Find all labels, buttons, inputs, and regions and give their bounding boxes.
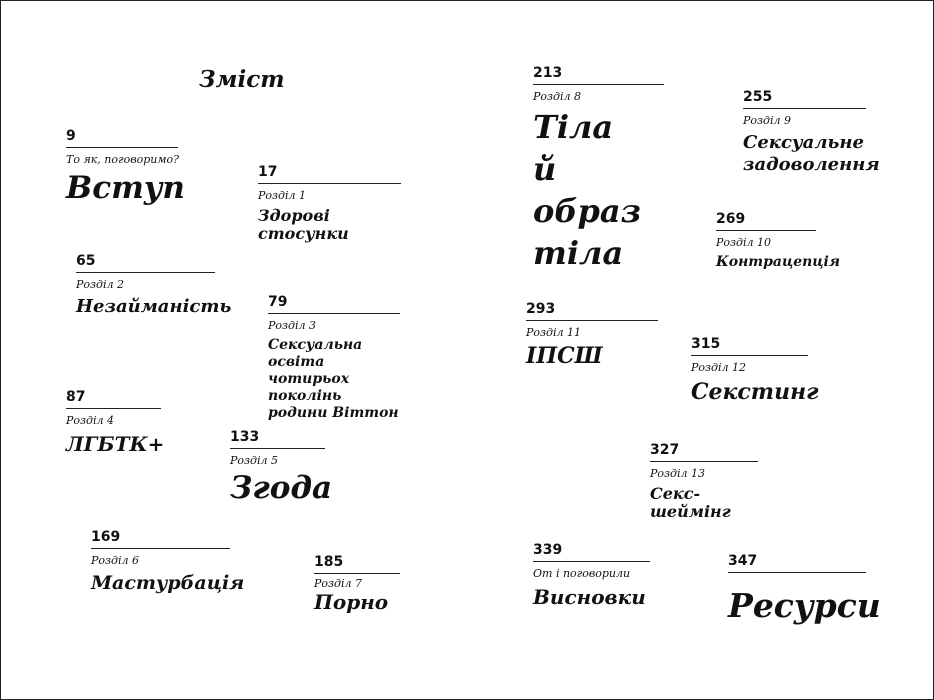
page-number: 133 [230,429,325,449]
page-number: 185 [314,554,400,574]
page-number: 79 [268,294,400,314]
entry-title: Секс-шеймінг [650,484,731,521]
entry-title: ІПСШ [526,343,603,369]
entry-caption: Розділ 7 [314,577,363,590]
entry-caption: Розділ 6 [91,554,140,567]
toc-entry-chapter-13[interactable] [650,442,758,521]
entry-caption: Розділ 10 [716,236,772,249]
toc-entry-resources[interactable] [728,553,881,625]
toc-entry-chapter-5[interactable] [230,429,333,506]
entry-title: Тіла й образ тіла [533,108,641,272]
entry-title: Контрацепція [716,254,840,270]
entry-caption: Розділ 2 [76,278,125,291]
toc-entry-chapter-10[interactable] [716,211,840,271]
entry-title: Вступ [66,170,185,206]
toc-entry-chapter-6[interactable] [91,529,245,594]
entry-caption: Розділ 4 [66,414,115,427]
toc-entry-chapter-11[interactable] [526,301,658,369]
page-number: 255 [743,89,866,109]
entry-caption: Розділ 13 [650,467,706,480]
page-number: 269 [716,211,816,231]
page-number: 293 [526,301,658,321]
entry-caption: От і поговорили [533,567,631,580]
page-number: 339 [533,542,650,562]
entry-title: Сексуальна освіта чотирьох поколінь родини Віттон [268,337,399,421]
toc-entry-chapter-2[interactable] [76,253,232,318]
toc-entry-chapter-12[interactable] [691,336,819,405]
entry-title: Здорові стосунки [258,206,349,243]
page-number: 315 [691,336,808,356]
entry-caption: Розділ 1 [258,189,307,202]
entry-title: Сексуальне задоволення [743,132,880,175]
page-number: 17 [258,164,401,184]
page-number: 65 [76,253,215,273]
page-number: 213 [533,65,664,85]
entry-title: Згода [230,470,333,506]
entry-caption: То як, поговоримо? [66,153,179,166]
entry-caption: Розділ 11 [526,326,582,339]
toc-entry-chapter-1[interactable] [258,164,401,243]
entry-caption: Розділ 8 [533,90,582,103]
page-number: 347 [728,553,866,573]
entry-title: Незайманість [76,296,232,317]
toc-entry-conclusions[interactable] [533,542,650,609]
toc-entry-chapter-9[interactable] [743,89,880,176]
entry-caption: Розділ 3 [268,319,317,332]
entry-title: Мастурбація [91,572,245,594]
toc-entry-intro[interactable] [66,128,185,206]
entry-title: Порно [314,590,389,614]
entry-title: Ресурси [728,586,881,625]
page-number: 169 [91,529,230,549]
toc-title: Зміст [199,66,285,93]
entry-caption: Розділ 5 [230,454,279,467]
page-number: 327 [650,442,758,462]
entry-caption: Розділ 9 [743,114,792,127]
toc-entry-chapter-7[interactable] [314,554,400,614]
toc-entry-chapter-8[interactable] [533,65,664,274]
entry-title: Секстинг [691,379,819,405]
page-number: 87 [66,389,161,409]
page-number: 9 [66,128,178,148]
entry-title: Висновки [533,585,646,609]
toc-entry-chapter-4[interactable] [66,389,165,456]
entry-title: ЛГБТК+ [66,432,165,456]
toc-entry-chapter-3[interactable] [268,294,400,422]
entry-caption: Розділ 12 [691,361,747,374]
